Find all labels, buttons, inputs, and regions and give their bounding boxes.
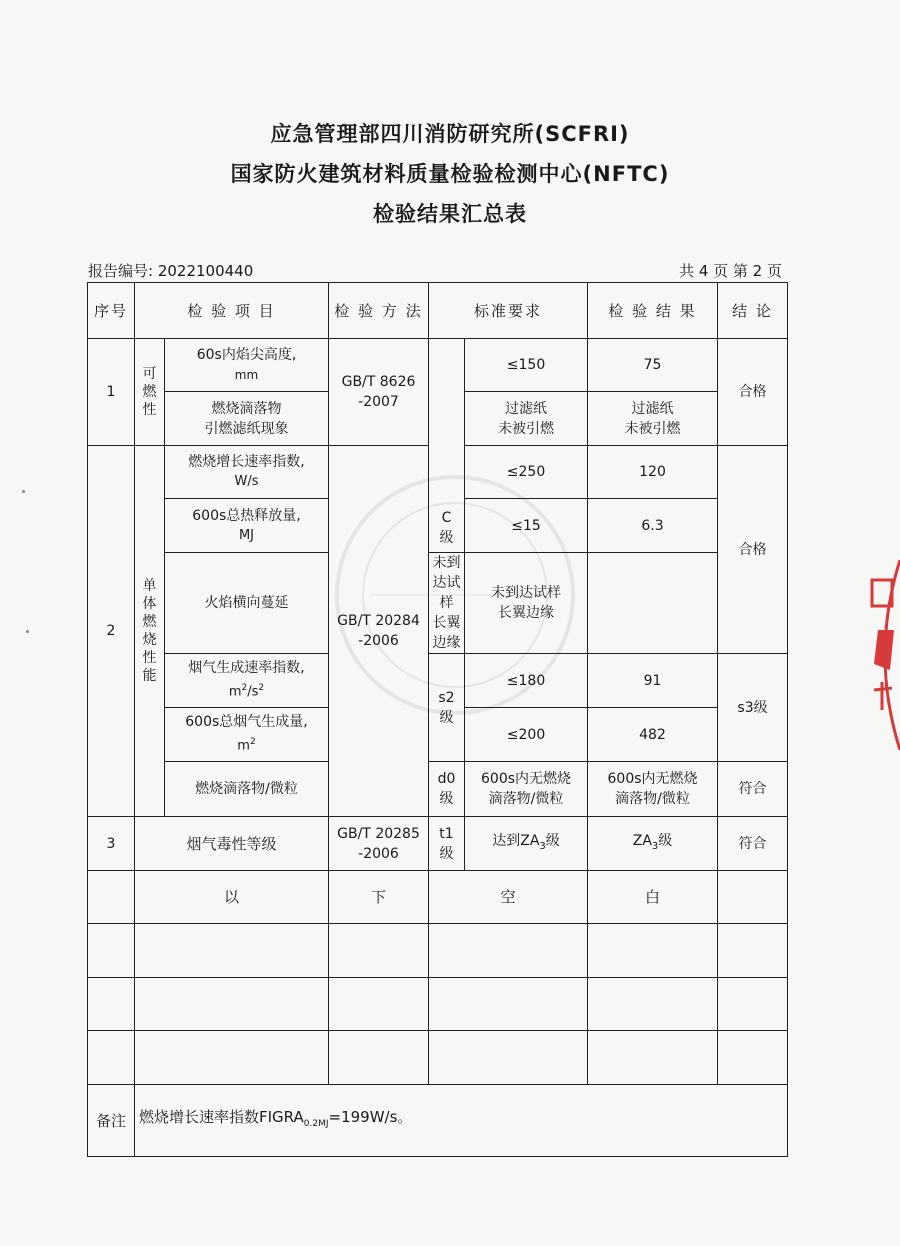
- group-cell: [135, 446, 165, 817]
- method-cell: [329, 817, 429, 871]
- empty-cell: [135, 924, 329, 978]
- note-text: [135, 1085, 788, 1157]
- item-line: 燃烧增长速率指数,: [188, 454, 305, 470]
- grade-label: t1级: [439, 825, 454, 862]
- result-line: 滴落物/微粒: [615, 791, 690, 807]
- item-cell: 燃烧滴落物/微粒: [165, 762, 329, 817]
- res-text: ZA: [632, 832, 652, 849]
- item-cell: 烟气毒性等级: [135, 817, 329, 871]
- empty-cell: [135, 978, 329, 1031]
- scan-speck: [22, 490, 25, 493]
- item-line: 600s总热释放量,: [192, 507, 301, 524]
- method-line: GB/T 8626: [341, 374, 416, 390]
- empty-cell: [718, 1031, 788, 1085]
- item-cell: [165, 339, 329, 392]
- item-unit: W/s: [234, 474, 259, 489]
- empty-cell: [88, 924, 135, 978]
- page-info: 共 4 页 第 2 页: [679, 262, 782, 280]
- result-line: 未到达试样: [491, 585, 561, 601]
- scan-speck: [26, 630, 29, 633]
- title-line-3: 检验结果汇总表: [373, 202, 527, 226]
- grade-label: s2级: [438, 689, 455, 726]
- conclusion-cell: 符合: [718, 762, 788, 817]
- item-line: 烟气生成速率指数,: [188, 660, 305, 677]
- col-item-header: 检 验 项 目: [135, 283, 329, 339]
- item-cell: [165, 446, 329, 499]
- empty-cell: [718, 924, 788, 978]
- unit-sup: 2: [241, 683, 248, 694]
- item-line: 60s内焰尖高度,: [196, 347, 297, 363]
- empty-cell: [329, 978, 429, 1031]
- table-row: [88, 924, 788, 978]
- item-line: 燃烧滴落物: [211, 400, 282, 417]
- empty-cell: [718, 871, 788, 924]
- item-cell: [165, 654, 329, 708]
- item-unit: MJ: [238, 527, 255, 543]
- group-cell: [135, 339, 165, 446]
- title-line-2: 国家防火建筑材料质量检验检测中心(NFTC): [230, 162, 670, 186]
- blank-word: 以: [135, 871, 329, 924]
- col-result-header: 检 验 结 果: [588, 283, 718, 339]
- empty-cell: [88, 978, 135, 1031]
- unit-sup: 2: [258, 683, 265, 694]
- blank-word: 白: [588, 871, 718, 924]
- seq-cell: 3: [88, 817, 135, 871]
- result-summary-table: [87, 282, 788, 1157]
- standard-cell: [429, 553, 465, 654]
- note-text-main: 燃烧增长速率指数FIGRA: [139, 1108, 304, 1126]
- table-row: [88, 978, 788, 1031]
- group-label: 单体燃烧性能: [142, 578, 157, 684]
- empty-cell: [718, 978, 788, 1031]
- result-cell: 482: [588, 708, 718, 762]
- standard-cell: [465, 817, 588, 871]
- item-unit: [167, 678, 326, 702]
- result-cell: [465, 553, 588, 654]
- result-cell: 75: [588, 339, 718, 392]
- table-row: [88, 654, 788, 708]
- table-row: [88, 871, 788, 924]
- note-text-sub: 0.2MJ: [303, 1119, 329, 1129]
- result-cell: 91: [588, 654, 718, 708]
- standard-cell: ≤15: [465, 499, 588, 553]
- item-cell: [165, 392, 329, 446]
- unit-base: m: [228, 684, 242, 700]
- grade-cell: [429, 654, 465, 762]
- blank-word: 空: [429, 871, 588, 924]
- unit-sup: 2: [249, 737, 256, 748]
- col-seq-header: 序号: [88, 283, 135, 339]
- method-cell: [329, 446, 429, 817]
- result-line: 未被引燃: [624, 420, 681, 437]
- empty-cell: [135, 1031, 329, 1085]
- blank-word: 下: [329, 871, 429, 924]
- empty-cell: [88, 1031, 135, 1085]
- req-text: 级: [545, 832, 560, 849]
- item-cell: 火焰横向蔓延: [165, 553, 329, 654]
- grade-label: C级: [439, 510, 454, 546]
- standard-line: 滴落物/微粒: [488, 791, 564, 807]
- standard-cell: ≤150: [465, 339, 588, 392]
- method-line: GB/T 20285: [337, 825, 420, 842]
- header-row: [88, 283, 788, 339]
- grade-cell: [429, 817, 465, 871]
- table-row: [88, 817, 788, 871]
- result-cell: 120: [588, 446, 718, 499]
- side-seal-fragment-icon: [864, 560, 900, 750]
- standard-line: 长翼边缘: [432, 615, 461, 651]
- result-cell: [588, 762, 718, 817]
- standard-line: 过滤纸: [505, 400, 547, 417]
- conclusion-cell: 合格: [718, 446, 788, 654]
- grade-cell: [429, 339, 465, 553]
- standard-line: 未到达试样: [432, 555, 461, 611]
- conclusion-cell: 符合: [718, 817, 788, 871]
- method-line: -2006: [358, 845, 399, 862]
- item-unit: [167, 732, 326, 756]
- unit-mid: /s: [247, 684, 259, 700]
- empty-cell: [588, 924, 718, 978]
- group-label: 可燃性: [142, 366, 157, 418]
- standard-cell: ≤200: [465, 708, 588, 762]
- method-line: GB/T 20284: [337, 613, 420, 629]
- method-cell: [329, 339, 429, 446]
- standard-line: 600s内无燃烧: [481, 771, 572, 787]
- seq-cell: 2: [88, 446, 135, 817]
- method-line: -2007: [358, 394, 399, 410]
- standard-cell: ≤180: [465, 654, 588, 708]
- standard-line: 未被引燃: [498, 420, 554, 437]
- empty-cell: [88, 871, 135, 924]
- conclusion-cell: s3级: [718, 654, 788, 762]
- standard-cell: [465, 392, 588, 446]
- item-cell: [165, 708, 329, 762]
- grade-label: d0级: [437, 771, 456, 807]
- empty-cell: [329, 924, 429, 978]
- standard-cell: ≤250: [465, 446, 588, 499]
- col-method-header: 检 验 方 法: [329, 283, 429, 339]
- result-line: 过滤纸: [631, 400, 674, 417]
- req-sub: 3: [539, 840, 546, 852]
- table-row: [88, 762, 788, 817]
- item-line: 600s总烟气生成量,: [185, 714, 308, 731]
- note-row: [88, 1085, 788, 1157]
- res-sub: 3: [651, 840, 659, 852]
- result-cell: 6.3: [588, 499, 718, 553]
- result-line: 长翼边缘: [498, 605, 554, 621]
- table-row: [88, 553, 788, 654]
- empty-cell: [429, 924, 588, 978]
- method-line: -2006: [358, 633, 399, 649]
- title-line-1: 应急管理部四川消防研究所(SCFRI): [270, 122, 630, 146]
- item-cell: [165, 499, 329, 553]
- item-unit: mm: [234, 368, 259, 382]
- empty-cell: [588, 978, 718, 1031]
- result-line: 600s内无燃烧: [607, 771, 698, 787]
- unit-base: m: [237, 738, 250, 754]
- req-text: 达到ZA: [492, 832, 540, 849]
- empty-cell: [429, 978, 588, 1031]
- result-cell: [588, 817, 718, 871]
- item-line: 引燃滤纸现象: [204, 420, 289, 437]
- table-row: [88, 339, 788, 392]
- seq-cell: 1: [88, 339, 135, 446]
- table-row: [88, 1031, 788, 1085]
- col-standard-header: 标准要求: [429, 283, 588, 339]
- result-cell: [588, 392, 718, 446]
- note-text-tail: =199W/s。: [328, 1108, 413, 1126]
- res-text: 级: [658, 832, 673, 849]
- empty-cell: [429, 1031, 588, 1085]
- empty-cell: [588, 1031, 718, 1085]
- standard-cell: [465, 762, 588, 817]
- note-label: 备注: [88, 1085, 135, 1157]
- grade-cell: [429, 762, 465, 817]
- col-conclusion-header: 结 论: [718, 283, 788, 339]
- empty-cell: [329, 1031, 429, 1085]
- conclusion-cell: 合格: [718, 339, 788, 446]
- report-number: 报告编号: 2022100440: [88, 262, 254, 280]
